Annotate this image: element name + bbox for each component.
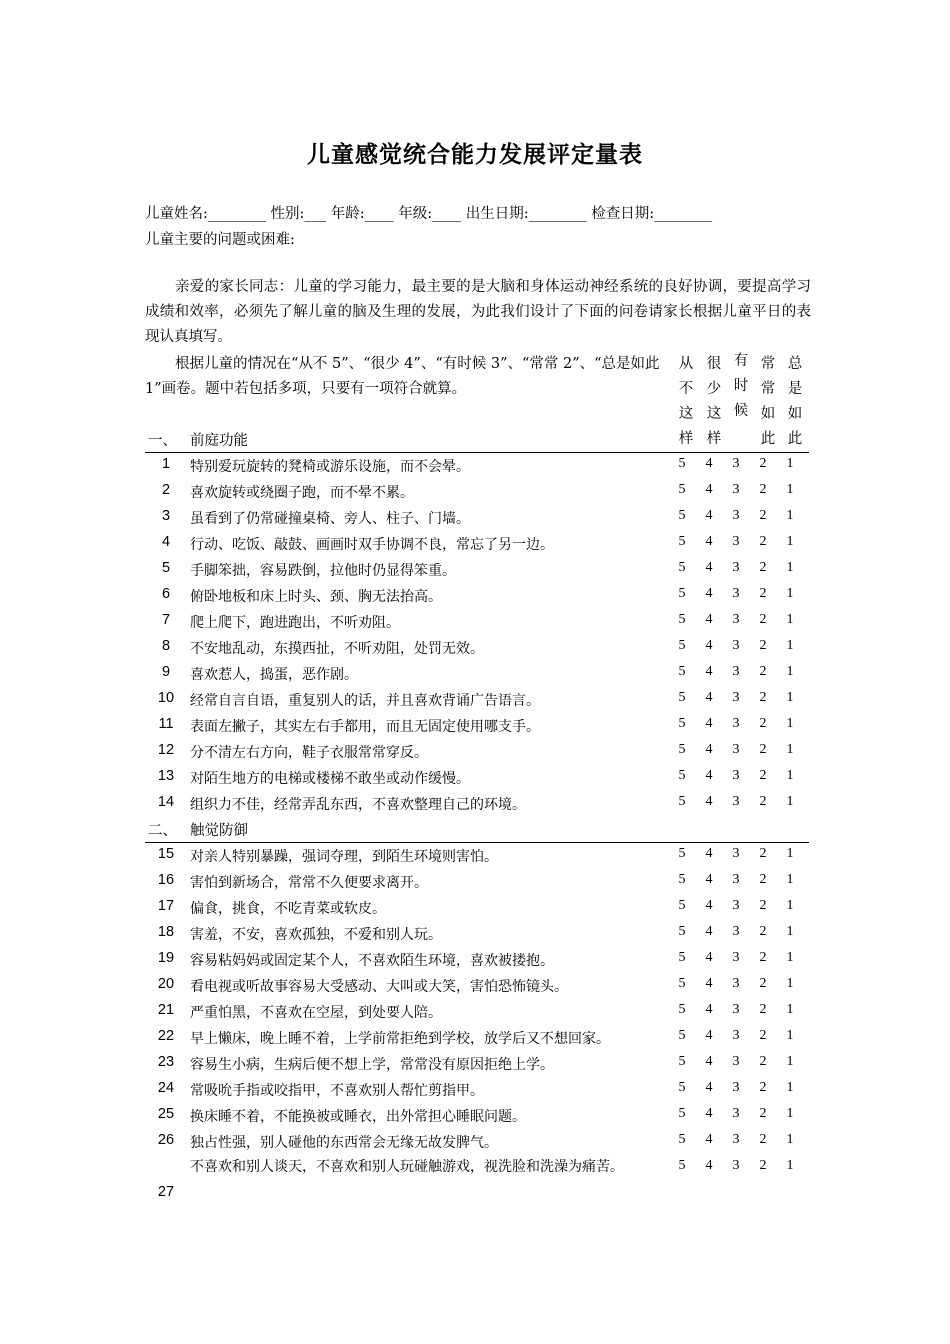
score-option[interactable]: 2 <box>759 456 767 471</box>
table-row <box>145 686 809 712</box>
score-option[interactable]: 3 <box>732 482 740 497</box>
score-option[interactable]: 4 <box>705 534 713 549</box>
table-row <box>145 1128 809 1154</box>
item-text: 不安地乱动，东摸西扯，不听劝阻，处罚无效。 <box>190 641 484 657</box>
score-option[interactable]: 1 <box>786 898 794 913</box>
table-row <box>145 920 809 946</box>
table-row <box>145 712 809 738</box>
score-header: 有 时 候 <box>733 353 749 419</box>
score-option[interactable]: 2 <box>759 846 767 861</box>
score-option[interactable]: 3 <box>732 1002 740 1017</box>
item-number: 24 <box>157 1080 175 1096</box>
score-option[interactable]: 4 <box>705 1002 713 1017</box>
table-row <box>145 530 809 556</box>
item-text: 不喜欢和别人谈天，不喜欢和别人玩碰触游戏，视洗脸和洗澡为痛苦。 <box>190 1159 624 1175</box>
score-option[interactable]: 4 <box>705 716 713 731</box>
item-number: 25 <box>157 1106 175 1122</box>
child-problem-line: 儿童主要的问题或困难: <box>145 232 295 248</box>
table-row <box>145 842 809 868</box>
score-option[interactable]: 2 <box>759 612 767 627</box>
table-row <box>145 1076 809 1102</box>
item-number: 17 <box>157 898 175 914</box>
child-info-line <box>145 202 712 226</box>
score-option[interactable]: 1 <box>786 1080 794 1095</box>
score-option[interactable]: 4 <box>705 690 713 705</box>
item-number: 26 <box>157 1132 175 1148</box>
table-row <box>145 894 809 920</box>
item-text: 严重怕黑，不喜欢在空屋，到处要人陪。 <box>190 1005 442 1021</box>
score-option[interactable]: 2 <box>759 508 767 523</box>
score-option[interactable]: 2 <box>759 1080 767 1095</box>
score-option[interactable]: 2 <box>759 872 767 887</box>
score-option[interactable]: 2 <box>759 742 767 757</box>
item-number: 2 <box>161 482 171 498</box>
score-option[interactable]: 5 <box>678 898 686 913</box>
item-number: 15 <box>157 846 175 862</box>
score-option[interactable]: 5 <box>678 560 686 575</box>
score-option[interactable]: 5 <box>678 716 686 731</box>
score-option[interactable]: 1 <box>786 716 794 731</box>
table-row <box>145 634 809 660</box>
score-option[interactable]: 3 <box>732 560 740 575</box>
score-option[interactable]: 1 <box>786 846 794 861</box>
score-option[interactable]: 1 <box>786 586 794 601</box>
score-option[interactable]: 2 <box>759 716 767 731</box>
score-option[interactable]: 4 <box>705 664 713 679</box>
item-number: 9 <box>161 664 171 680</box>
score-option[interactable]: 1 <box>786 924 794 939</box>
table-row <box>145 556 809 582</box>
item-number: 22 <box>157 1028 175 1044</box>
item-text: 害羞，不安，喜欢孤独，不爱和别人玩。 <box>190 927 442 943</box>
score-option[interactable]: 5 <box>678 950 686 965</box>
score-header: 很 少 这 样 <box>706 356 722 447</box>
score-option[interactable]: 4 <box>705 456 713 471</box>
table-row <box>145 1102 809 1128</box>
table-row <box>145 764 809 790</box>
score-option[interactable]: 4 <box>705 898 713 913</box>
score-option[interactable]: 5 <box>678 482 686 497</box>
score-option[interactable]: 1 <box>786 690 794 705</box>
score-option[interactable]: 5 <box>678 872 686 887</box>
score-option[interactable]: 3 <box>732 612 740 627</box>
score-option[interactable]: 3 <box>732 976 740 991</box>
score-option[interactable]: 2 <box>759 1158 767 1173</box>
score-option[interactable]: 3 <box>732 716 740 731</box>
score-option[interactable]: 4 <box>705 1106 713 1121</box>
score-option[interactable]: 4 <box>705 976 713 991</box>
score-option[interactable]: 5 <box>678 1002 686 1017</box>
score-option[interactable]: 5 <box>678 1106 686 1121</box>
table-row <box>145 1024 809 1050</box>
score-option[interactable]: 4 <box>705 482 713 497</box>
section-number: 二、 <box>148 823 177 839</box>
score-option[interactable]: 2 <box>759 794 767 809</box>
score-option[interactable]: 5 <box>678 508 686 523</box>
item-number: 19 <box>157 950 175 966</box>
item-text: 看电视或听故事容易大受感动、大叫或大笑，害怕恐怖镜头。 <box>190 979 568 995</box>
item-number: 7 <box>161 612 171 628</box>
score-option[interactable]: 5 <box>678 1158 686 1173</box>
item-text: 行动、吃饭、敲鼓、画画时双手协调不良，常忘了另一边。 <box>190 537 554 553</box>
item-text: 害怕到新场合，常常不久便要求离开。 <box>190 875 428 891</box>
table-row <box>145 1154 809 1206</box>
table-row <box>145 452 809 478</box>
item-number: 6 <box>161 586 171 602</box>
score-option[interactable]: 1 <box>786 1028 794 1043</box>
item-text: 特别爱玩旋转的凳椅或游乐设施，而不会晕。 <box>190 459 470 475</box>
score-option[interactable]: 4 <box>705 508 713 523</box>
score-option[interactable]: 3 <box>732 534 740 549</box>
item-number: 8 <box>161 638 171 654</box>
item-number: 3 <box>161 508 171 524</box>
score-option[interactable]: 4 <box>705 612 713 627</box>
instructions-paragraph: 根据儿童的情况在“从不 5”、“很少 4”、“有时候 3”、“常常 2”、“总是如此 1”画卷。题中若包括多项，只要有一项符合就算。 <box>145 356 660 397</box>
score-option[interactable]: 2 <box>759 1054 767 1069</box>
score-option[interactable]: 5 <box>678 690 686 705</box>
score-option[interactable]: 1 <box>786 1158 794 1173</box>
score-option[interactable]: 3 <box>732 1158 740 1173</box>
score-option[interactable]: 4 <box>705 1080 713 1095</box>
table-row <box>145 946 809 972</box>
score-option[interactable]: 3 <box>732 638 740 653</box>
score-option[interactable]: 3 <box>732 1106 740 1121</box>
score-option[interactable]: 5 <box>678 924 686 939</box>
score-option[interactable]: 3 <box>732 1054 740 1069</box>
score-option[interactable]: 2 <box>759 768 767 783</box>
score-option[interactable]: 4 <box>705 1132 713 1147</box>
item-text: 爬上爬下，跑进跑出，不听劝阻。 <box>190 615 400 631</box>
table-row <box>145 478 809 504</box>
score-option[interactable]: 4 <box>705 1158 713 1173</box>
section-label: 触觉防御 <box>190 823 248 839</box>
item-text: 经常自言自语，重复别人的话，并且喜欢背诵广告语言。 <box>190 693 540 709</box>
score-option[interactable]: 1 <box>786 534 794 549</box>
score-option[interactable]: 5 <box>678 794 686 809</box>
item-number: 4 <box>161 534 171 550</box>
score-option[interactable]: 5 <box>678 534 686 549</box>
score-option[interactable]: 3 <box>732 1028 740 1043</box>
score-option[interactable]: 4 <box>705 1028 713 1043</box>
score-option[interactable]: 4 <box>705 924 713 939</box>
item-number: 10 <box>157 690 175 706</box>
item-text: 独占性强，别人碰他的东西常会无缘无故发脾气。 <box>190 1135 498 1151</box>
table-row <box>145 582 809 608</box>
section-label: 前庭功能 <box>190 433 248 449</box>
score-option[interactable]: 3 <box>732 586 740 601</box>
score-option[interactable]: 5 <box>678 612 686 627</box>
score-option[interactable]: 5 <box>678 1028 686 1043</box>
item-number: 16 <box>157 872 175 888</box>
item-text: 对陌生地方的电梯或楼梯不敢坐或动作缓慢。 <box>190 771 470 787</box>
score-option[interactable]: 2 <box>759 534 767 549</box>
score-option[interactable]: 5 <box>678 976 686 991</box>
score-option[interactable]: 4 <box>705 742 713 757</box>
item-text: 常吸吮手指或咬指甲，不喜欢别人帮忙剪指甲。 <box>190 1083 484 1099</box>
score-header: 总 是 如 此 <box>787 356 803 447</box>
item-number: 13 <box>157 768 175 784</box>
score-option[interactable]: 5 <box>678 664 686 679</box>
score-option[interactable]: 4 <box>705 560 713 575</box>
item-text: 喜欢惹人，捣蛋，恶作剧。 <box>190 667 358 683</box>
score-option[interactable]: 3 <box>732 924 740 939</box>
score-option[interactable]: 2 <box>759 586 767 601</box>
score-option[interactable]: 5 <box>678 586 686 601</box>
score-option[interactable]: 1 <box>786 794 794 809</box>
score-option[interactable]: 3 <box>732 508 740 523</box>
item-number: 5 <box>161 560 171 576</box>
intro-paragraph: 亲爱的家长同志：儿童的学习能力，最主要的是大脑和身体运动神经系统的良好协调，要提高学习成绩和效率，必须先了解儿童的脑及生理的发展，为此我们设计了下面的问卷请家长根据儿童平日的表现认真填写。 <box>145 279 811 345</box>
score-option[interactable]: 1 <box>786 638 794 653</box>
score-option[interactable]: 2 <box>759 690 767 705</box>
score-option[interactable]: 1 <box>786 482 794 497</box>
score-option[interactable]: 2 <box>759 638 767 653</box>
score-option[interactable]: 4 <box>705 846 713 861</box>
score-option[interactable]: 2 <box>759 1106 767 1121</box>
score-option[interactable]: 3 <box>732 794 740 809</box>
score-option[interactable]: 1 <box>786 508 794 523</box>
item-text: 容易粘妈妈或固定某个人，不喜欢陌生环境，喜欢被搂抱。 <box>190 953 554 969</box>
score-header: 常 常 如 此 <box>760 356 776 447</box>
score-option[interactable]: 2 <box>759 976 767 991</box>
item-text: 容易生小病，生病后便不想上学，常常没有原因拒绝上学。 <box>190 1057 554 1073</box>
item-number: 23 <box>157 1054 175 1070</box>
score-option[interactable]: 2 <box>759 1132 767 1147</box>
score-option[interactable]: 3 <box>732 898 740 913</box>
page-title: 儿童感觉统合能力发展评定量表 <box>307 142 643 168</box>
item-number: 18 <box>157 924 175 940</box>
item-text: 对亲人特别暴躁，强词夺理，到陌生环境则害怕。 <box>190 849 498 865</box>
section-number: 一、 <box>148 433 177 449</box>
score-option[interactable]: 1 <box>786 1106 794 1121</box>
score-option[interactable]: 2 <box>759 560 767 575</box>
item-number: 27 <box>157 1184 175 1200</box>
score-option[interactable]: 3 <box>732 456 740 471</box>
table-row <box>145 972 809 998</box>
section-header <box>145 426 809 453</box>
score-option[interactable]: 3 <box>732 742 740 757</box>
section-header <box>145 816 809 843</box>
table-row <box>145 998 809 1024</box>
score-option[interactable]: 1 <box>786 612 794 627</box>
score-option[interactable]: 4 <box>705 950 713 965</box>
table-row <box>145 790 809 816</box>
item-text: 手脚笨拙，容易跌倒，拉他时仍显得笨重。 <box>190 563 456 579</box>
item-number: 21 <box>157 1002 175 1018</box>
score-option[interactable]: 3 <box>732 664 740 679</box>
item-number: 14 <box>157 794 175 810</box>
score-option[interactable]: 1 <box>786 872 794 887</box>
score-option[interactable]: 2 <box>759 482 767 497</box>
score-option[interactable]: 5 <box>678 638 686 653</box>
item-text: 虽看到了仍常碰撞桌椅、旁人、柱子、门墙。 <box>190 511 470 527</box>
table-row <box>145 868 809 894</box>
item-text: 分不清左右方向，鞋子衣服常常穿反。 <box>190 745 428 761</box>
score-option[interactable]: 1 <box>786 1002 794 1017</box>
score-option[interactable]: 3 <box>732 950 740 965</box>
score-option[interactable]: 5 <box>678 456 686 471</box>
score-option[interactable]: 5 <box>678 1080 686 1095</box>
score-option[interactable]: 2 <box>759 664 767 679</box>
score-option[interactable]: 1 <box>786 1054 794 1069</box>
score-option[interactable]: 3 <box>732 1080 740 1095</box>
score-option[interactable]: 5 <box>678 742 686 757</box>
item-text: 喜欢旋转或绕圈子跑，而不晕不累。 <box>190 485 414 501</box>
item-number: 20 <box>157 976 175 992</box>
score-option[interactable]: 4 <box>705 586 713 601</box>
table-row <box>145 738 809 764</box>
score-option[interactable]: 1 <box>786 950 794 965</box>
item-number: 1 <box>161 456 171 472</box>
score-option[interactable]: 1 <box>786 560 794 575</box>
item-number: 12 <box>157 742 175 758</box>
score-option[interactable]: 2 <box>759 1002 767 1017</box>
table-row <box>145 608 809 634</box>
table-row <box>145 1050 809 1076</box>
score-option[interactable]: 1 <box>786 742 794 757</box>
score-option[interactable]: 5 <box>678 846 686 861</box>
score-option[interactable]: 4 <box>705 794 713 809</box>
item-number: 11 <box>158 716 174 732</box>
score-option[interactable]: 4 <box>705 1054 713 1069</box>
item-text: 早上懒床，晚上睡不着，上学前常拒绝到学校，放学后又不想回家。 <box>190 1031 610 1047</box>
score-option[interactable]: 4 <box>705 768 713 783</box>
score-option[interactable]: 1 <box>786 768 794 783</box>
score-option[interactable]: 2 <box>759 898 767 913</box>
score-option[interactable]: 4 <box>705 638 713 653</box>
item-text: 换床睡不着，不能换被或睡衣，出外常担心睡眠问题。 <box>190 1109 526 1125</box>
item-text: 表面左撇子，其实左右手都用，而且无固定使用哪支手。 <box>190 719 540 735</box>
score-option[interactable]: 1 <box>786 456 794 471</box>
score-option[interactable]: 1 <box>786 976 794 991</box>
score-option[interactable]: 3 <box>732 1132 740 1147</box>
score-option[interactable]: 3 <box>732 872 740 887</box>
score-option[interactable]: 1 <box>786 1132 794 1147</box>
score-option[interactable]: 3 <box>732 768 740 783</box>
score-header: 从 不 这 样 <box>678 356 694 447</box>
item-text: 组织力不佳，经常弄乱东西，不喜欢整理自己的环境。 <box>190 797 526 813</box>
score-option[interactable]: 3 <box>732 846 740 861</box>
score-option[interactable]: 1 <box>786 664 794 679</box>
score-option[interactable]: 2 <box>759 950 767 965</box>
item-text: 俯卧地板和床上时头、颈、胸无法抬高。 <box>190 589 442 605</box>
score-option[interactable]: 5 <box>678 1132 686 1147</box>
item-text: 偏食，挑食，不吃青菜或软皮。 <box>190 901 386 917</box>
score-option[interactable]: 4 <box>705 872 713 887</box>
table-row <box>145 504 809 530</box>
child-info-fields: 儿童姓名:________ 性别:___ 年龄:____ 年级:____ 出生日期:________ 检查日期:________ <box>145 206 713 222</box>
table-row <box>145 660 809 686</box>
score-option[interactable]: 5 <box>678 1054 686 1069</box>
score-option[interactable]: 3 <box>732 690 740 705</box>
score-option[interactable]: 2 <box>759 924 767 939</box>
score-option[interactable]: 5 <box>678 768 686 783</box>
score-option[interactable]: 2 <box>759 1028 767 1043</box>
